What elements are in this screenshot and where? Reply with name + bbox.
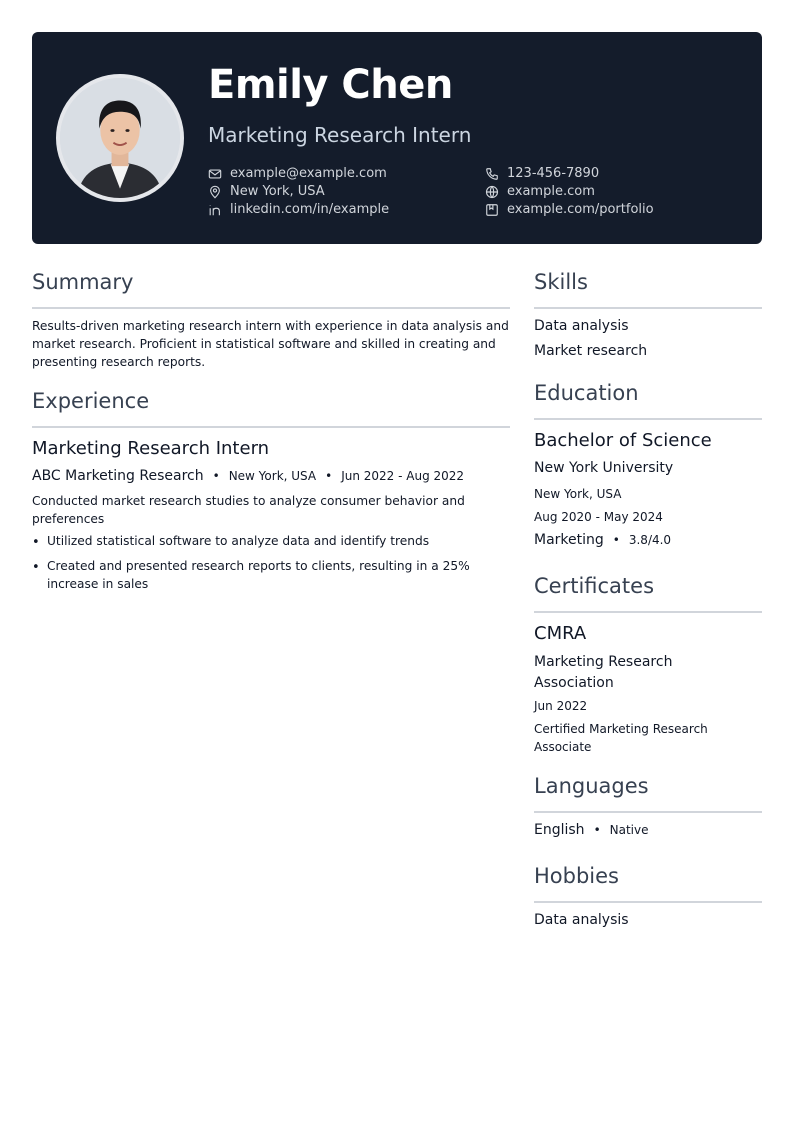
phone-icon [485, 167, 499, 181]
certificate-date: Jun 2022 [534, 699, 588, 713]
job-meta [32, 468, 464, 484]
job-dates: Jun 2022 - Aug 2022 [341, 469, 465, 483]
experience-heading: Experience [32, 389, 150, 413]
profile-photo [56, 74, 184, 202]
email-text: example@example.com [230, 166, 387, 181]
job-position: Marketing Research Intern [32, 438, 270, 459]
languages-heading: Languages [534, 774, 649, 798]
candidate-name: Emily Chen [208, 62, 453, 108]
skill-item: Market research [534, 343, 648, 359]
mail-icon [208, 167, 222, 181]
certificates-divider [534, 611, 762, 613]
education-degree: Bachelor of Science [534, 430, 712, 451]
linkedin-icon [208, 203, 222, 217]
education-field-row [534, 532, 762, 548]
education-divider [534, 418, 762, 420]
hobby-item: Data analysis [534, 912, 629, 928]
separator-dot: • [612, 533, 620, 547]
certificate-name: CMRA [534, 623, 587, 644]
education-gpa: 3.8/4.0 [628, 533, 672, 547]
contact-linkedin[interactable] [208, 202, 389, 217]
list-item: • Created and presented research reports to clients, resulting in a 25% increase in sales [32, 557, 510, 593]
education-dates: Aug 2020 - May 2024 [534, 510, 663, 524]
separator-dot: • [325, 469, 333, 483]
globe-icon [485, 185, 499, 199]
education-field: Marketing [534, 532, 604, 548]
certificate-description: Certified Marketing Research Associate [534, 722, 708, 754]
phone-text: 123-456-7890 [507, 166, 600, 181]
language-name: English [534, 822, 585, 838]
language-row [534, 822, 762, 838]
job-description: Conducted market research studies to analyze consumer behavior and preferences [32, 494, 465, 526]
hobbies-heading: Hobbies [534, 864, 619, 888]
job-bullets [32, 532, 510, 600]
resume-header [32, 32, 762, 244]
certificates-heading: Certificates [534, 574, 655, 598]
website-text: example.com [507, 184, 595, 199]
location-text: New York, USA [230, 184, 325, 199]
contact-website[interactable] [485, 184, 595, 199]
contact-portfolio[interactable] [485, 202, 654, 217]
experience-divider [32, 426, 510, 428]
job-company: ABC Marketing Research [32, 468, 204, 484]
linkedin-text: linkedin.com/in/example [230, 202, 390, 217]
contact-phone[interactable] [485, 166, 599, 181]
education-school: New York University [534, 460, 674, 476]
summary-divider [32, 307, 510, 309]
list-item: • Utilized statistical software to analyze data and identify trends [32, 532, 510, 550]
skills-divider [534, 307, 762, 309]
contact-location [208, 184, 325, 199]
portrait-image [60, 78, 180, 198]
education-location: New York, USA [534, 487, 622, 501]
separator-dot: • [593, 823, 601, 837]
job-location: New York, USA [228, 469, 317, 483]
portfolio-icon [485, 203, 499, 217]
language-level: Native [609, 823, 649, 837]
summary-heading: Summary [32, 270, 134, 294]
location-pin-icon [208, 185, 222, 199]
certificate-issuer: Marketing Research Association [534, 654, 673, 691]
candidate-role: Marketing Research Intern [208, 123, 472, 147]
separator-dot: • [212, 469, 220, 483]
education-heading: Education [534, 381, 639, 405]
skills-heading: Skills [534, 270, 588, 294]
hobbies-divider [534, 901, 762, 903]
skill-item: Data analysis [534, 318, 629, 334]
portfolio-text: example.com/portfolio [507, 202, 654, 217]
contact-email[interactable] [208, 166, 387, 181]
summary-text: Results-driven marketing research intern with experience in data analysis and market research. Proficient in statistical software and skilled in creating and presenting research reports. [32, 319, 509, 369]
languages-divider [534, 811, 762, 813]
